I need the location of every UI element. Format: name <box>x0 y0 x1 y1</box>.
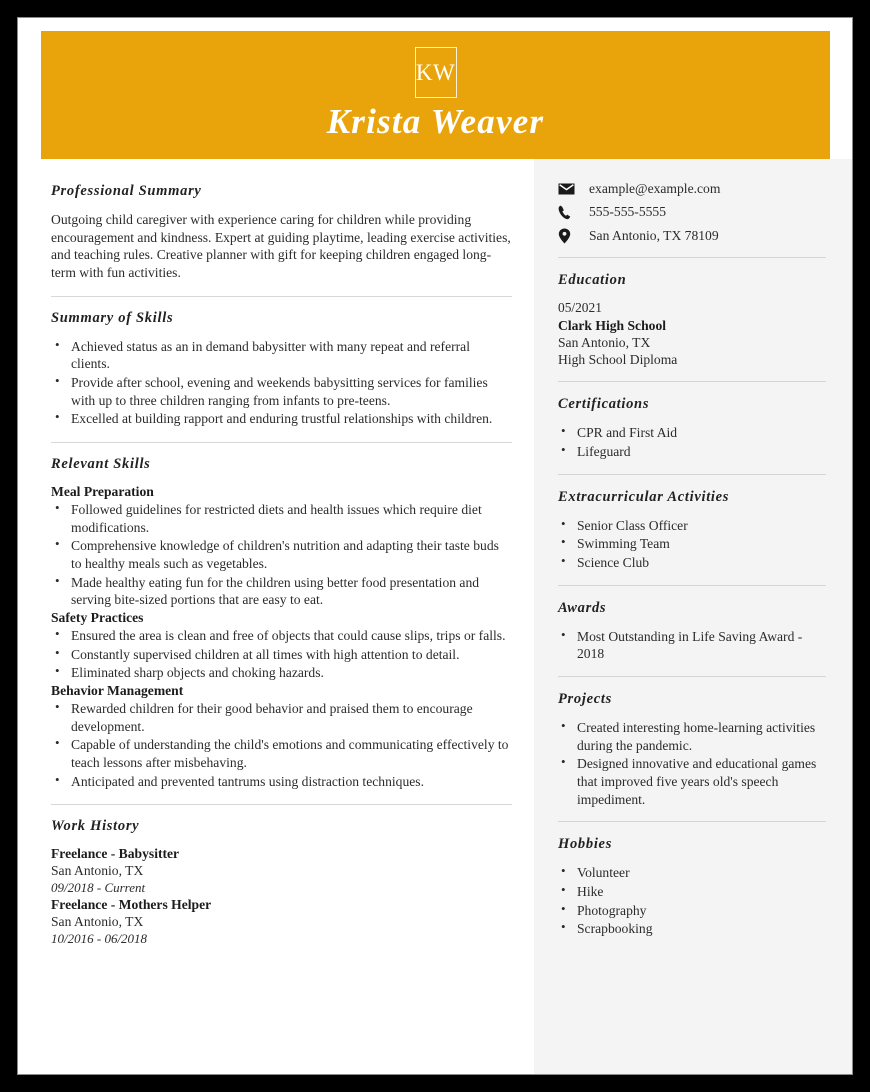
section-title-professional-summary: Professional Summary <box>51 183 202 199</box>
list-item: • Comprehensive knowledge of children's nutrition and adapting their taste buds to healthy meals such as vegetables. <box>51 537 512 572</box>
section-title-hobbies: Hobbies <box>558 836 613 853</box>
contact-block <box>558 181 826 244</box>
skill-group-list <box>51 627 512 682</box>
phone-icon <box>558 204 578 220</box>
section-title-work-history: Work History <box>51 818 140 835</box>
sidebar-divider <box>558 821 826 822</box>
section-awards <box>558 600 826 663</box>
professional-summary-text: Outgoing child caregiver with experience caring for children while providing encouragement and kindness. Expert at guiding playtime, leading exercise activities, and teaching rules. Creative planner with gift for keeping children engaged long-term with fun activities. <box>51 212 511 281</box>
section-extracurricular-activities <box>558 489 826 572</box>
sidebar-column <box>534 159 852 1074</box>
skill-group-heading: Safety Practices <box>51 610 144 626</box>
contact-row-phone <box>558 204 826 220</box>
sidebar-divider <box>558 474 826 475</box>
list-item: • Photography <box>558 902 826 920</box>
list-item: • Senior Class Officer <box>558 517 826 535</box>
work-history-entry <box>51 897 512 947</box>
education-school: Clark High School <box>558 317 667 333</box>
list-item: • Swimming Team <box>558 535 826 553</box>
sidebar-divider <box>558 257 826 258</box>
section-divider <box>51 442 512 443</box>
job-dates: 10/2016 - 06/2018 <box>51 930 148 946</box>
list-item: • CPR and First Aid <box>558 424 826 442</box>
section-title-relevant-skills: Relevant Skills <box>51 456 151 473</box>
job-dates: 09/2018 - Current <box>51 880 146 896</box>
section-summary-of-skills <box>51 310 512 428</box>
resume-header <box>41 31 830 159</box>
contact-row-email <box>558 181 826 197</box>
list-item: • Provide after school, evening and weekends babysitting services for families with up to three children ranging from infants to pre-teens. <box>51 374 512 409</box>
section-title-projects: Projects <box>558 690 612 707</box>
section-title-summary-of-skills: Summary of Skills <box>51 309 174 326</box>
job-location: San Antonio, TX <box>51 914 144 930</box>
contact-location-value: San Antonio, TX 78109 <box>589 227 719 243</box>
section-title-certifications: Certifications <box>558 396 650 413</box>
section-title-awards: Awards <box>558 599 607 616</box>
list-item: • Constantly supervised children at all times with high attention to detail. <box>51 646 512 664</box>
list-item: • Ensured the area is clean and free of objects that could cause slips, trips or falls. <box>51 627 512 645</box>
list-item: • Achieved status as an in demand babysitter with many repeat and referral clients. <box>51 338 512 373</box>
location-pin-icon <box>558 228 578 244</box>
list-item: • Designed innovative and educational games that improved five years old's speech impediment. <box>558 755 826 808</box>
list-item: • Created interesting home-learning activities during the pandemic. <box>558 719 826 754</box>
section-title-education: Education <box>558 271 627 288</box>
contact-phone-value[interactable]: 555-555-5555 <box>589 204 667 220</box>
section-work-history <box>51 818 512 947</box>
job-title: Freelance - Babysitter <box>51 846 180 862</box>
resume-body <box>18 159 852 1074</box>
skill-group-list <box>51 501 512 609</box>
list-item: • Science Club <box>558 554 826 572</box>
envelope-icon <box>558 181 578 197</box>
list-item: • Eliminated sharp objects and choking hazards. <box>51 664 512 682</box>
sidebar-divider <box>558 676 826 677</box>
skill-group-heading: Meal Preparation <box>51 484 154 500</box>
list-item: • Lifeguard <box>558 443 826 461</box>
list-item: • Scrapbooking <box>558 920 826 938</box>
contact-email-value[interactable]: example@example.com <box>589 181 721 196</box>
monogram-initials: KW <box>415 47 457 98</box>
section-divider <box>51 296 512 297</box>
section-title-extracurricular-activities: Extracurricular Activities <box>558 488 730 505</box>
section-professional-summary <box>51 183 512 282</box>
section-hobbies <box>558 836 826 938</box>
education-date: 05/2021 <box>558 299 602 315</box>
sidebar-divider <box>558 381 826 382</box>
list-item: • Anticipated and prevented tantrums using distraction techniques. <box>51 773 512 791</box>
job-title: Freelance - Mothers Helper <box>51 897 212 913</box>
section-divider <box>51 804 512 805</box>
extracurricular-list <box>558 517 826 572</box>
education-location: San Antonio, TX <box>558 334 651 350</box>
list-item: • Hike <box>558 883 826 901</box>
contact-row-location <box>558 228 826 244</box>
list-item: • Volunteer <box>558 864 826 882</box>
section-projects <box>558 691 826 808</box>
main-column <box>18 159 534 1074</box>
section-certifications <box>558 396 826 460</box>
skill-group-heading: Behavior Management <box>51 683 184 699</box>
education-degree: High School Diploma <box>558 352 678 368</box>
list-item: • Most Outstanding in Life Saving Award - 2018 <box>558 628 826 663</box>
sidebar-divider <box>558 585 826 586</box>
job-location: San Antonio, TX <box>51 863 144 879</box>
skill-group-behavior-management <box>51 683 512 790</box>
skill-group-meal-preparation <box>51 484 512 609</box>
section-relevant-skills <box>51 456 512 790</box>
list-item: • Excelled at building rapport and enduring trustful relationships with children. <box>51 410 512 428</box>
skill-group-list <box>51 700 512 790</box>
projects-list <box>558 719 826 808</box>
certifications-list <box>558 424 826 460</box>
candidate-name: Krista Weaver <box>326 102 545 141</box>
work-history-entry <box>51 846 512 896</box>
skill-group-safety-practices <box>51 610 512 682</box>
summary-of-skills-list <box>51 338 512 428</box>
list-item: • Followed guidelines for restricted diets and health issues which require diet modifications. <box>51 501 512 536</box>
list-item: • Made healthy eating fun for the children using better food presentation and serving bite-sized portions that are easy to eat. <box>51 574 512 609</box>
list-item: • Capable of understanding the child's emotions and communicating effectively to teach lessons after misbehaving. <box>51 736 512 771</box>
section-education <box>558 272 826 368</box>
awards-list <box>558 628 826 663</box>
resume-page <box>17 17 853 1075</box>
list-item: • Rewarded children for their good behavior and praised them to encourage development. <box>51 700 512 735</box>
hobbies-list <box>558 864 826 938</box>
